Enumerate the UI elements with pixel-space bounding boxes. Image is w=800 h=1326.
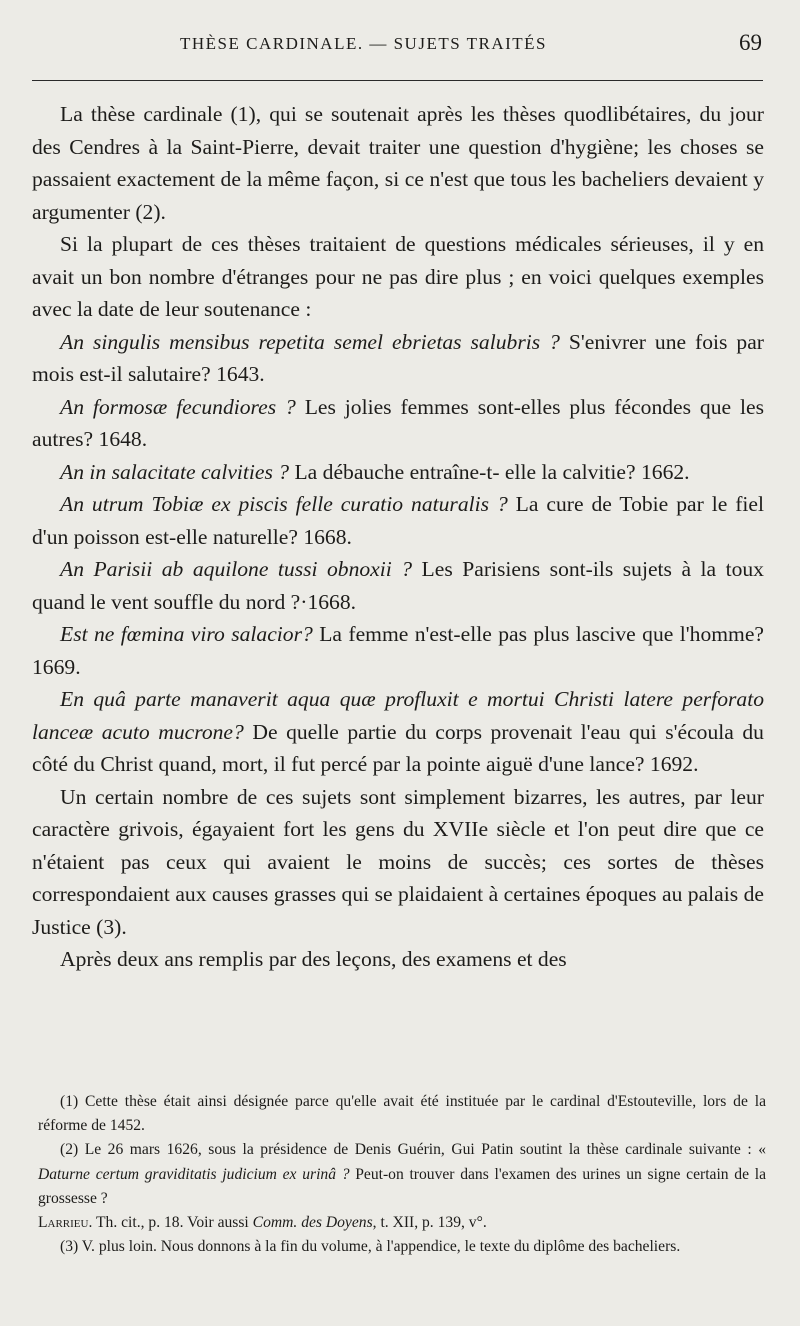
example-3-latin: An in salacitate calvities ? [60,459,290,484]
paragraph-after-two-years: Après deux ans remplis par des leçons, des examens et des [60,947,567,971]
page-header [32,30,762,70]
example-5-latin: An Parisii ab aquilone tussi obnoxii ? [60,557,413,581]
example-7-latin: En quâ parte manaverit aqua quæ profluxit e mortui Christi latere perforato lanceæ acuto mucrone? [32,687,764,744]
example-4 [32,488,764,553]
example-6 [32,618,764,683]
example-5 [32,553,764,618]
example-7 [32,683,764,781]
example-2-latin: An formosæ fecundiores ? [60,394,296,419]
footnote-2-text: (2) Le 26 mars 1626, sous la présidence de Denis Guérin, Gui Patin soutint la thèse cardinale suivante : « [60,1141,766,1159]
footnote-2-latin: Daturne certum graviditatis judicium ex urinâ ? [38,1165,350,1183]
paragraph-thesis-intro: La thèse cardinale (1), qui se soutenait après les thèses quodlibétaires, du jour des Cendres à la Saint-Pierre, devait traiter une question d'hygiène; les choses se passaient exactement de la même façon, si ce n'est que tous les bacheliers devaient y argumenter (2). [32,102,764,224]
footnote-2-reference [38,1211,766,1235]
footnote-2-translation: Peut-on trouver dans l'examen des urines un signe certain de la grossesse ? [38,1165,766,1207]
footnotes [38,1090,766,1259]
example-3 [32,456,764,489]
main-text [32,98,764,976]
footnote-2-volume: , t. XII, p. 139, v°. [372,1214,487,1232]
paragraph-examples-intro: Si la plupart de ces thèses traitaient de questions médicales sérieuses, il y en avait un bon nombre d'étranges pour ne pas dire plus ; en voici quelques exemples avec la date de leur soutenance : [32,232,764,321]
example-1-french: S'enivrer une fois par mois est-il salutaire? 1643. [32,329,765,386]
example-1 [32,326,764,391]
example-2-french: Les jolies femmes sont-elles plus fécondes que les autres? 1648. [32,394,764,451]
example-6-latin: Est ne fœmina viro salacior? [60,622,313,646]
footnote-1: (1) Cette thèse était ainsi désignée parce qu'elle avait été instituée par le cardinal d'Estouteville, lors de la réforme de 1452. [38,1093,766,1135]
example-4-latin: An utrum Tobiæ ex piscis felle curatio naturalis ? [60,492,508,516]
example-7-french: De quelle partie du corps provenait l'eau qui s'écoula du côté du Christ quand, mort, il fut percé par la pointe aiguë d'une lance? 1692. [32,719,764,776]
example-4-french: La cure de Tobie par le fiel d'un poisson est-elle naturelle? 1668. [32,492,764,549]
example-1-latin: An singulis mensibus repetita semel ebrietas salubris ? [60,329,560,354]
example-3-french: La débauche entraîne-t- elle la calvitie? 1662. [289,459,690,484]
footnote-2-author: Larrieu [38,1214,89,1232]
page-number: 69 [739,30,762,55]
example-5-french: Les Parisiens sont-ils sujets à la toux quand le vent souffle du nord ?·1668. [32,557,764,614]
running-title: THÈSE CARDINALE. — SUJETS TRAITÉS [180,34,547,53]
header-rule [32,80,763,81]
footnote-2 [38,1138,766,1211]
example-2 [32,391,764,456]
paragraph-bizarre-subjects: Un certain nombre de ces sujets sont simplement bizarres, les autres, par leur caractère grivois, égayaient fort les gens du XVIIe siècle et l'on peut dire que ce n'étaient pas ceux qui avaient le moins de succès; ces sortes de thèses correspondaient aux causes grasses qui se plaidaient à certaines époques au palais de Justice (3). [32,784,764,939]
footnote-2-source: Comm. des Doyens [252,1214,373,1232]
example-6-french: La femme n'est-elle pas plus lascive que l'homme? 1669. [32,622,765,679]
footnote-2-citation: . Th. cit., p. 18. Voir aussi [88,1214,253,1232]
footnote-3: (3) V. plus loin. Nous donnons à la fin du volume, à l'appendice, le texte du diplôme des bacheliers. [60,1238,681,1256]
